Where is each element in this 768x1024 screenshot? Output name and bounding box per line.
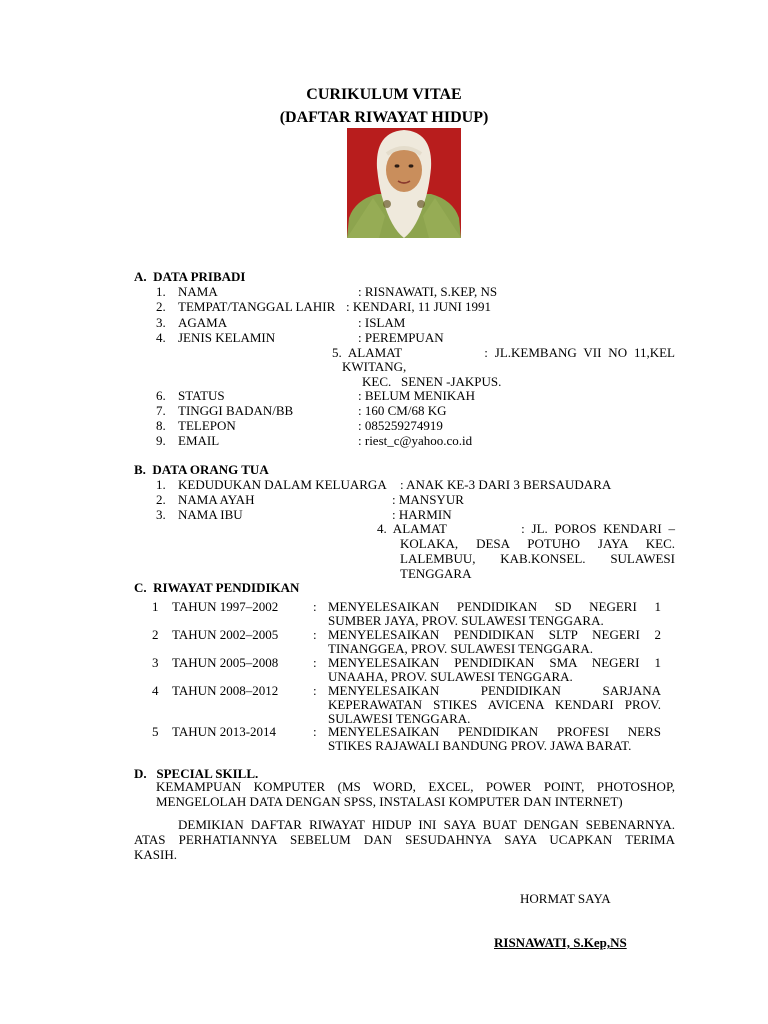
entry-year: TAHUN 1997–2002 — [172, 599, 279, 614]
document-subtitle: (DAFTAR RIWAYAT HIDUP) — [279, 109, 489, 126]
field-value: : BELUM MENIKAH — [358, 388, 475, 403]
signature-greeting: HORMAT SAYA — [520, 891, 611, 906]
item-number: 2. — [156, 492, 166, 507]
field-value: : MANSYUR — [392, 492, 464, 507]
closing-statement: KASIH. — [134, 847, 177, 862]
entry-colon: : — [313, 627, 317, 642]
field-value: : ANAK KE-3 DARI 3 BERSAUDARA — [400, 477, 612, 492]
field-label: EMAIL — [178, 433, 220, 448]
field-value: : ISLAM — [358, 315, 406, 330]
item-number: 7. — [156, 403, 166, 418]
item-number: 1. — [156, 477, 166, 492]
field-label: KEDUDUKAN DALAM KELUARGA — [178, 477, 387, 492]
field-label: JENIS KELAMIN — [178, 330, 276, 345]
entry-number: 3 — [152, 655, 159, 670]
item-number: 9. — [156, 433, 166, 448]
address-line: KWITANG, — [342, 359, 407, 374]
entry-year: TAHUN 2005–2008 — [172, 655, 279, 670]
field-label: STATUS — [178, 388, 225, 403]
section-a-heading: A. DATA PRIBADI — [134, 269, 246, 284]
entry-description: TINANGGEA, PROV. SULAWESI TENGGARA. — [328, 641, 593, 656]
parents-address-line: LALEMBUU, KAB.KONSEL. SULAWESI — [400, 551, 675, 566]
item-number: 3. — [156, 507, 166, 522]
entry-description: KEPERAWATAN STIKES AVICENA KENDARI PROV. — [328, 697, 661, 712]
item-number: 6. — [156, 388, 166, 403]
field-value: : PEREMPUAN — [358, 330, 444, 345]
item-number: 4. — [156, 330, 166, 345]
closing-statement: DEMIKIAN DAFTAR RIWAYAT HIDUP INI SAYA BUAT DENGAN SEBENARNYA. — [178, 817, 675, 832]
entry-description: MENYELESAIKAN PENDIDIKAN SMA NEGERI 1 — [328, 655, 661, 670]
entry-description: UNAAHA, PROV. SULAWESI TENGGARA. — [328, 669, 573, 684]
entry-number: 4 — [152, 683, 159, 698]
profile-photo — [347, 128, 461, 238]
address-line: 5. ALAMAT : JL.KEMBANG VII NO 11,KEL — [332, 345, 675, 360]
field-label: TELEPON — [178, 418, 236, 433]
entry-description: MENYELESAIKAN PENDIDIKAN PROFESI NERS — [328, 724, 661, 739]
item-number: 2. — [156, 299, 166, 314]
entry-description: SULAWESI TENGGARA. — [328, 711, 471, 726]
field-label: TEMPAT/TANGGAL LAHIR — [178, 299, 336, 314]
entry-colon: : — [313, 599, 317, 614]
entry-colon: : — [313, 683, 317, 698]
document-title: CURIKULUM VITAE — [306, 86, 462, 103]
field-label: NAMA AYAH — [178, 492, 255, 507]
skill-description: MENGELOLAH DATA DENGAN SPSS, INSTALASI KOMPUTER DAN INTERNET) — [156, 794, 623, 809]
item-number: 3. — [156, 315, 166, 330]
signature-name: RISNAWATI, S.Kep,NS — [494, 935, 627, 950]
item-number: 1. — [156, 284, 166, 299]
field-label: NAMA — [178, 284, 218, 299]
email-value: : riest_c@yahoo.co.id — [358, 433, 473, 448]
section-b-heading: B. DATA ORANG TUA — [134, 462, 269, 477]
entry-description: MENYELESAIKAN PENDIDIKAN SARJANA — [328, 683, 661, 698]
field-value: : HARMIN — [392, 507, 452, 522]
entry-year: TAHUN 2013-2014 — [172, 724, 277, 739]
skill-description: KEMAMPUAN KOMPUTER (MS WORD, EXCEL, POWER POINT, PHOTOSHOP, — [156, 779, 675, 794]
field-value: : 085259274919 — [358, 418, 443, 433]
parents-address-line: KOLAKA, DESA POTUHO JAYA KEC. — [400, 536, 675, 551]
entry-number: 5 — [152, 724, 159, 739]
field-value: : 160 CM/68 KG — [358, 403, 447, 418]
entry-number: 2 — [152, 627, 159, 642]
section-d-heading: D. SPECIAL SKILL. — [134, 766, 259, 781]
entry-description: SUMBER JAYA, PROV. SULAWESI TENGGARA. — [328, 613, 604, 628]
entry-description: MENYELESAIKAN PENDIDIKAN SLTP NEGERI 2 — [328, 627, 661, 642]
entry-number: 1 — [152, 599, 159, 614]
field-label: AGAMA — [178, 315, 228, 330]
field-value: : RISNAWATI, S.KEP, NS — [358, 284, 498, 299]
entry-year: TAHUN 2008–2012 — [172, 683, 279, 698]
entry-description: STIKES RAJAWALI BANDUNG PROV. JAWA BARAT. — [328, 738, 632, 753]
section-c-heading: C. RIWAYAT PENDIDIKAN — [134, 580, 300, 595]
parents-address-line: TENGGARA — [400, 566, 472, 581]
field-label: NAMA IBU — [178, 507, 243, 522]
closing-statement: ATAS PERHATIANNYA SEBELUM DAN SESUDAHNYA SAYA UCAPKAN TERIMA — [134, 832, 675, 847]
entry-description: MENYELESAIKAN PENDIDIKAN SD NEGERI 1 — [328, 599, 661, 614]
address-line: KEC. SENEN -JAKPUS. — [362, 374, 502, 389]
parents-address-line: 4. ALAMAT : JL. POROS KENDARI – — [377, 521, 675, 536]
entry-colon: : — [313, 724, 317, 739]
field-value: : KENDARI, 11 JUNI 1991 — [346, 299, 492, 314]
field-label: TINGGI BADAN/BB — [178, 403, 294, 418]
entry-colon: : — [313, 655, 317, 670]
item-number: 8. — [156, 418, 166, 433]
entry-year: TAHUN 2002–2005 — [172, 627, 279, 642]
